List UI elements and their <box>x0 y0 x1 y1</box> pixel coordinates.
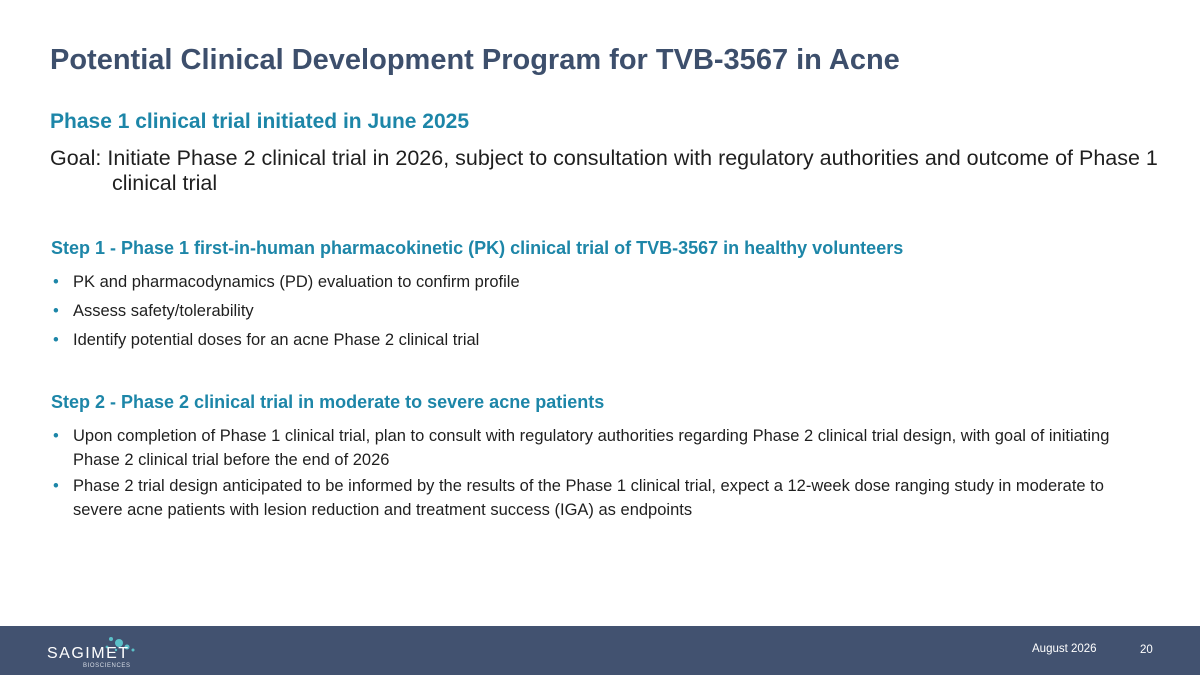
step2-bullet-list <box>51 424 1141 524</box>
phase-status-heading: Phase 1 clinical trial initiated in June 2025 <box>50 110 470 133</box>
list-item <box>51 424 1141 472</box>
bullet-text: Assess safety/tolerability <box>73 302 254 320</box>
step1-bullet-list <box>51 270 1141 357</box>
bullet-text: Identify potential doses for an acne Phase 2 clinical trial <box>73 331 480 349</box>
bullet-text: Phase 2 trial design anticipated to be informed by the results of the Phase 1 clinical trial, expect a 12-week dose ranging study in moderate to severe acne patients with lesion reduction and treatment success (IGA) as endpoints <box>73 477 1104 519</box>
list-item <box>51 299 1141 323</box>
list-item <box>51 270 1141 294</box>
logo-subtext: BIOSCIENCES <box>83 663 131 669</box>
bullet-dot-icon: • <box>53 477 59 495</box>
step1-heading: Step 1 - Phase 1 first-in-human pharmacokinetic (PK) clinical trial of TVB-3567 in healthy volunteers <box>51 238 904 258</box>
list-item <box>51 474 1141 522</box>
bullet-dot-icon: • <box>53 331 59 349</box>
slide-title: Potential Clinical Development Program for TVB-3567 in Acne <box>50 44 900 76</box>
logo-wordmark: SAGIMET <box>47 645 130 662</box>
company-logo <box>47 634 147 670</box>
bullet-text: PK and pharmacodynamics (PD) evaluation to confirm profile <box>73 273 520 291</box>
bullet-dot-icon: • <box>53 302 59 320</box>
list-item <box>51 328 1141 352</box>
goal-statement: Goal: Initiate Phase 2 clinical trial in 2026, subject to consultation with regulatory authorities and outcome of Phase 1 clinical trial <box>50 146 1158 195</box>
step2-heading: Step 2 - Phase 2 clinical trial in moderate to severe acne patients <box>51 392 605 412</box>
bullet-dot-icon: • <box>53 427 59 445</box>
bullet-dot-icon: • <box>53 273 59 291</box>
page-number: 20 <box>1140 644 1153 656</box>
footer-date: August 2026 <box>1032 643 1097 655</box>
footer-bar <box>0 626 1200 675</box>
bullet-text: Upon completion of Phase 1 clinical trial, plan to consult with regulatory authorities regarding Phase 2 clinical trial design, with goal of initiating Phase 2 clinical trial before the end of 2026 <box>73 427 1110 469</box>
